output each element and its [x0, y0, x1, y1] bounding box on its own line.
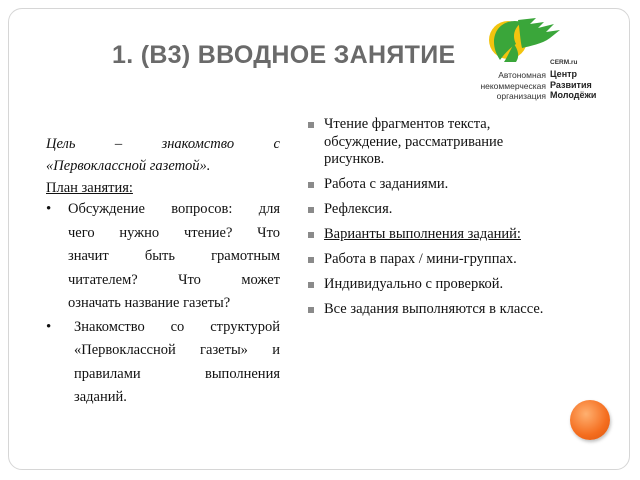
- logo-org-line: организация: [496, 91, 546, 101]
- plan-item-line: чего нужно чтение? Что: [68, 224, 280, 241]
- logo-center-line: Центр: [550, 69, 578, 79]
- slide-title: 1. (В3) ВВОДНОЕ ЗАНЯТИЕ: [112, 41, 456, 69]
- activity-item: [306, 201, 556, 219]
- activity-item: [306, 301, 556, 319]
- plan-list: [46, 198, 280, 410]
- plan-item-line: означать название газеты?: [68, 295, 231, 311]
- activity-text: Чтение фрагментов текста, обсуждение, рассматривание рисунков.: [324, 116, 504, 167]
- logo-org-text: [478, 70, 546, 102]
- goal-line: [46, 133, 280, 155]
- logo-org-line: некоммерческая: [480, 80, 546, 91]
- activity-text: Индивидуально с проверкой.: [324, 276, 504, 292]
- activity-text: Работа в парах / мини-группах.: [324, 251, 517, 267]
- activity-list: [306, 116, 556, 319]
- logo-center-line: Молодёжи: [550, 90, 597, 100]
- activity-text: Рефлексия.: [324, 201, 393, 217]
- plan-item-line: «Первоклассной газеты» и: [74, 342, 280, 358]
- plan-item-line: правилами выполнения: [74, 365, 280, 382]
- plan-item-line: читателем? Что может: [68, 271, 280, 288]
- youth-development-center-logo-icon: [484, 14, 566, 64]
- plan-item: [46, 316, 280, 410]
- plan-item: [46, 198, 280, 316]
- plan-item-line: • Знакомство со структурой: [74, 318, 280, 335]
- activity-item: [306, 116, 556, 169]
- activity-item: [306, 226, 556, 244]
- left-column: [46, 133, 280, 410]
- logo: [478, 12, 608, 107]
- goal-text: Цель – знакомство с: [46, 136, 280, 152]
- logo-center-line: Развития: [550, 79, 592, 90]
- logo-center-text: [550, 69, 596, 101]
- activity-text: Работа с заданиями.: [324, 176, 449, 192]
- plan-item-line: заданий.: [74, 389, 127, 405]
- plan-label: План занятия:: [46, 180, 133, 196]
- plan-item-line: • Обсуждение вопросов: для: [68, 201, 280, 217]
- activity-text: Варианты выполнения заданий:: [324, 226, 521, 242]
- decorative-orange-circle: [570, 400, 610, 440]
- activity-item: [306, 176, 556, 194]
- logo-org-line: Автономная: [498, 70, 546, 80]
- plan-item-line: значит быть грамотным: [68, 248, 280, 264]
- right-column: [306, 116, 556, 326]
- activity-item: [306, 251, 556, 269]
- activity-item: [306, 276, 556, 294]
- activity-text: Все задания выполняются в классе.: [324, 301, 544, 317]
- logo-site-label: CERM.ru: [550, 59, 578, 66]
- goal-line-2: «Первоклассной газетой».: [46, 158, 211, 174]
